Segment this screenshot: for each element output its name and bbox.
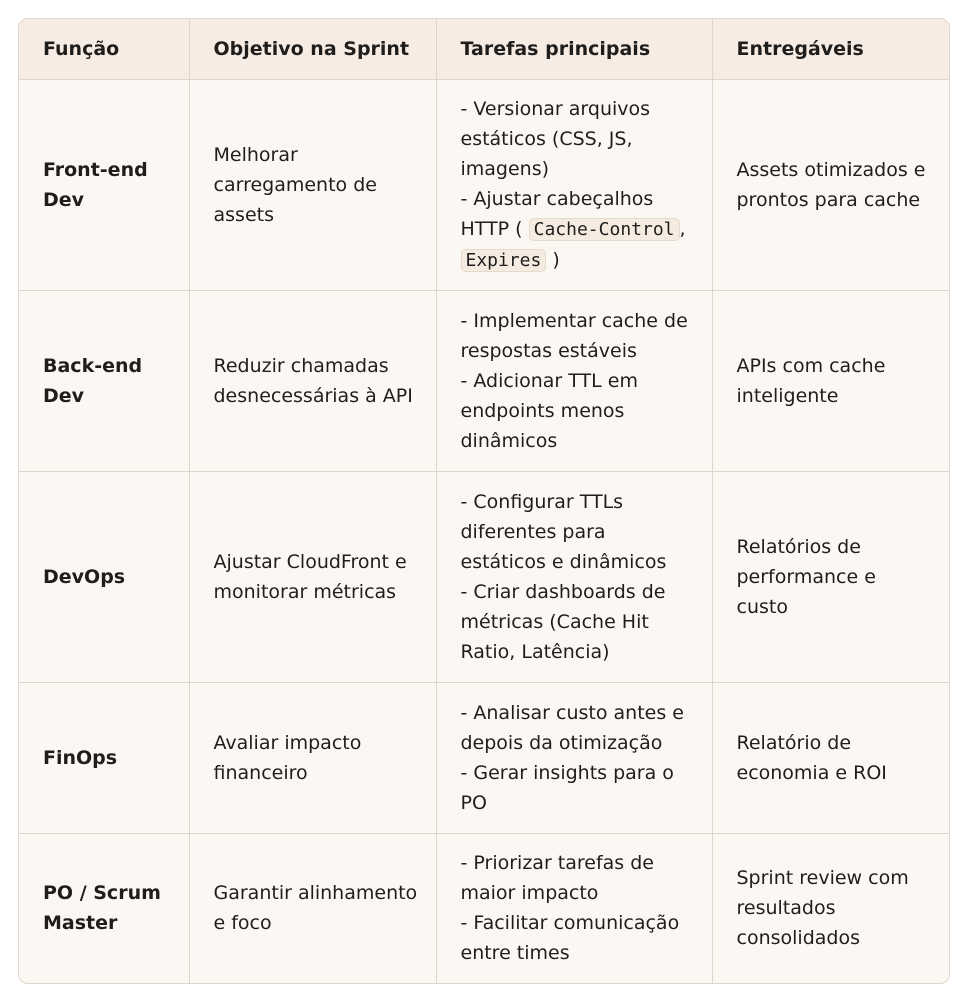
task-item: - Adicionar TTL em endpoints menos dinâmicos — [460, 369, 638, 452]
sprint-roles-table — [19, 19, 950, 983]
header-funcao: Função — [19, 19, 189, 79]
tasks-cell — [436, 290, 712, 471]
task-item: - Analisar custo antes e depois da otimização — [460, 701, 684, 754]
tasks-cell — [436, 682, 712, 833]
tasks-cell — [436, 79, 712, 290]
table-row — [19, 682, 950, 833]
goal-cell: Melhorar carregamento de assets — [189, 79, 436, 290]
header-entregaveis: Entregáveis — [712, 19, 950, 79]
task-item: - Configurar TTLs diferentes para estáticos e dinâmicos — [460, 490, 667, 573]
task-item: - Versionar arquivos estáticos (CSS, JS, imagens) — [460, 97, 651, 180]
table-row — [19, 79, 950, 290]
header-tarefas: Tarefas principais — [436, 19, 712, 79]
task-item: - Priorizar tarefas de maior impacto — [460, 852, 654, 905]
deliverables-cell: Relatório de economia e ROI — [712, 682, 950, 833]
deliverables-cell: Sprint review com resultados consolidados — [736, 867, 909, 950]
table-row — [19, 833, 950, 983]
goal-cell: Garantir alinhamento e foco — [189, 833, 436, 983]
role-cell: PO / Scrum Master — [19, 833, 189, 983]
deliverables-cell: Relatórios de performance e custo — [712, 471, 950, 682]
table-row — [19, 290, 950, 471]
task-item: - Facilitar comunicação entre times — [460, 912, 680, 965]
code-expires: Expires — [461, 249, 547, 272]
deliverables-cell: APIs com cache inteligente — [712, 290, 950, 471]
task-item: - Gerar insights para o PO — [460, 761, 674, 814]
goal-cell: Reduzir chamadas desnecessárias à API — [189, 290, 436, 471]
role-cell: FinOps — [19, 682, 189, 833]
role-cell: Front-end Dev — [19, 79, 189, 290]
task-text: - Ajustar cabeçalhos HTTP ( — [460, 187, 654, 240]
task-item: - Criar dashboards de métricas (Cache Hit Ratio, Latência) — [460, 580, 666, 663]
tasks-cell — [436, 471, 712, 682]
goal-cell: Ajustar CloudFront e monitorar métricas — [189, 471, 436, 682]
deliverables-cell: Assets otimizados e prontos para cache — [712, 79, 950, 290]
task-separator: , — [679, 217, 686, 240]
task-item: - Implementar cache de respostas estáveis — [460, 309, 688, 362]
table-header-row — [19, 19, 950, 79]
role-cell: Back-end Dev — [19, 290, 189, 471]
role-cell: DevOps — [19, 471, 189, 682]
task-item — [461, 184, 694, 276]
goal-cell: Avaliar impacto financeiro — [189, 682, 436, 833]
task-text: ) — [552, 248, 560, 271]
code-cache-control: Cache-Control — [529, 218, 680, 241]
sprint-roles-table-card — [18, 18, 950, 984]
table-row — [19, 471, 950, 682]
tasks-cell — [436, 833, 712, 983]
header-objetivo: Objetivo na Sprint — [189, 19, 436, 79]
